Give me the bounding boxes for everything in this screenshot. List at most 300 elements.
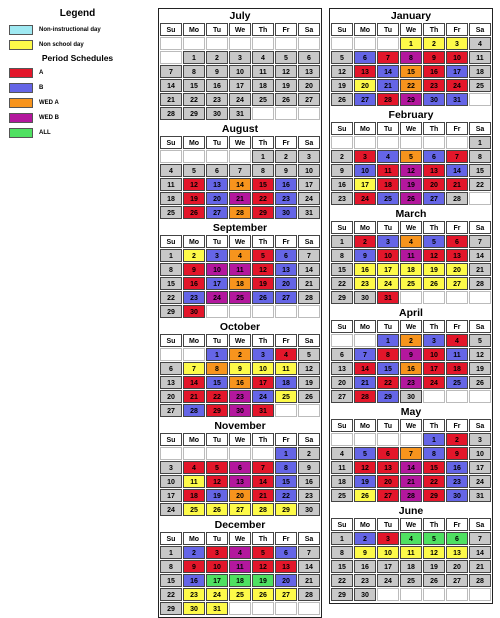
day-cell: 31 bbox=[206, 602, 228, 615]
day-header: Su bbox=[331, 419, 353, 432]
month-july bbox=[159, 9, 321, 120]
empty-cell bbox=[252, 447, 274, 460]
day-cell: 29 bbox=[206, 404, 228, 417]
day-cell: 20 bbox=[160, 390, 182, 403]
day-cell: 6 bbox=[377, 447, 399, 460]
day-cell: 14 bbox=[469, 546, 491, 559]
day-cell: 21 bbox=[354, 376, 376, 389]
day-cell: 11 bbox=[229, 560, 251, 573]
day-cell: 16 bbox=[400, 362, 422, 375]
day-cell: 25 bbox=[331, 489, 353, 502]
empty-cell bbox=[400, 433, 422, 446]
day-header: We bbox=[229, 235, 251, 248]
day-cell: 22 bbox=[423, 475, 445, 488]
day-cell: 19 bbox=[252, 574, 274, 587]
day-cell: 3 bbox=[206, 249, 228, 262]
day-header: Tu bbox=[206, 334, 228, 347]
day-cell: 13 bbox=[229, 475, 251, 488]
month-grid bbox=[331, 221, 492, 304]
day-cell: 8 bbox=[275, 461, 297, 474]
empty-cell bbox=[252, 37, 274, 50]
day-cell: 24 bbox=[469, 475, 491, 488]
day-cell: 18 bbox=[400, 263, 422, 276]
day-header: Sa bbox=[469, 23, 491, 36]
day-cell: 26 bbox=[400, 192, 422, 205]
day-cell: 29 bbox=[377, 390, 399, 403]
day-cell: 9 bbox=[206, 65, 228, 78]
empty-cell bbox=[354, 433, 376, 446]
day-cell: 20 bbox=[446, 263, 468, 276]
empty-cell bbox=[446, 291, 468, 304]
day-header: Th bbox=[252, 23, 274, 36]
month-january bbox=[330, 9, 492, 106]
day-cell: 20 bbox=[423, 178, 445, 191]
day-cell: 12 bbox=[354, 461, 376, 474]
day-cell: 20 bbox=[298, 79, 320, 92]
day-cell: 1 bbox=[331, 532, 353, 545]
day-header: Su bbox=[331, 221, 353, 234]
empty-cell bbox=[183, 150, 205, 163]
day-cell: 21 bbox=[469, 560, 491, 573]
day-header: Su bbox=[160, 334, 182, 347]
empty-cell bbox=[377, 588, 399, 601]
day-cell: 11 bbox=[252, 65, 274, 78]
legend-swatch bbox=[9, 128, 33, 138]
day-cell: 2 bbox=[331, 150, 353, 163]
day-cell: 25 bbox=[252, 93, 274, 106]
day-cell: 30 bbox=[354, 291, 376, 304]
day-cell: 29 bbox=[331, 588, 353, 601]
day-cell: 18 bbox=[252, 79, 274, 92]
day-header: Sa bbox=[298, 433, 320, 446]
day-cell: 20 bbox=[331, 376, 353, 389]
legend-label: A bbox=[39, 69, 44, 76]
day-cell: 12 bbox=[252, 560, 274, 573]
day-header: Mo bbox=[354, 122, 376, 135]
day-cell: 16 bbox=[229, 376, 251, 389]
day-header: Sa bbox=[469, 518, 491, 531]
day-header: We bbox=[229, 532, 251, 545]
day-cell: 20 bbox=[275, 574, 297, 587]
month-march bbox=[330, 207, 492, 304]
legend-item bbox=[5, 96, 150, 109]
day-cell: 9 bbox=[423, 51, 445, 64]
day-cell: 7 bbox=[400, 447, 422, 460]
day-header: Mo bbox=[354, 419, 376, 432]
day-cell: 30 bbox=[206, 107, 228, 120]
day-cell: 27 bbox=[206, 206, 228, 219]
day-header: Mo bbox=[183, 136, 205, 149]
month-february bbox=[330, 108, 492, 205]
day-cell: 12 bbox=[423, 249, 445, 262]
day-header: We bbox=[400, 221, 422, 234]
month-title: February bbox=[388, 109, 434, 121]
day-cell: 12 bbox=[275, 65, 297, 78]
day-header: Th bbox=[423, 320, 445, 333]
day-cell: 2 bbox=[183, 249, 205, 262]
day-cell: 28 bbox=[446, 192, 468, 205]
day-cell: 24 bbox=[252, 390, 274, 403]
day-cell: 4 bbox=[160, 164, 182, 177]
day-header: Su bbox=[160, 532, 182, 545]
day-cell: 2 bbox=[275, 150, 297, 163]
day-cell: 5 bbox=[469, 334, 491, 347]
day-cell: 14 bbox=[298, 560, 320, 573]
day-cell: 29 bbox=[423, 489, 445, 502]
empty-cell bbox=[423, 136, 445, 149]
day-header: Mo bbox=[183, 532, 205, 545]
day-cell: 19 bbox=[331, 79, 353, 92]
day-header: Mo bbox=[183, 334, 205, 347]
empty-cell bbox=[377, 37, 399, 50]
day-cell: 27 bbox=[446, 277, 468, 290]
day-cell: 26 bbox=[331, 93, 353, 106]
day-cell: 21 bbox=[469, 263, 491, 276]
day-cell: 1 bbox=[377, 334, 399, 347]
day-header: Su bbox=[331, 122, 353, 135]
legend-item bbox=[5, 126, 150, 139]
day-cell: 9 bbox=[183, 560, 205, 573]
day-header: Su bbox=[331, 320, 353, 333]
empty-cell bbox=[354, 334, 376, 347]
day-cell: 2 bbox=[423, 37, 445, 50]
day-cell: 7 bbox=[298, 546, 320, 559]
day-cell: 21 bbox=[446, 178, 468, 191]
day-cell: 18 bbox=[446, 362, 468, 375]
day-cell: 2 bbox=[354, 532, 376, 545]
empty-cell bbox=[160, 51, 182, 64]
day-cell: 26 bbox=[252, 291, 274, 304]
day-header: Fr bbox=[446, 320, 468, 333]
month-october bbox=[159, 320, 321, 417]
day-cell: 15 bbox=[400, 65, 422, 78]
day-cell: 15 bbox=[252, 178, 274, 191]
day-cell: 23 bbox=[400, 376, 422, 389]
day-cell: 3 bbox=[160, 461, 182, 474]
day-cell: 24 bbox=[298, 192, 320, 205]
legend-title: Legend bbox=[59, 8, 96, 19]
day-cell: 4 bbox=[229, 249, 251, 262]
day-cell: 14 bbox=[400, 461, 422, 474]
day-cell: 5 bbox=[298, 348, 320, 361]
day-cell: 22 bbox=[206, 390, 228, 403]
day-cell: 7 bbox=[252, 461, 274, 474]
day-cell: 3 bbox=[298, 150, 320, 163]
day-cell: 27 bbox=[160, 404, 182, 417]
day-cell: 15 bbox=[160, 574, 182, 587]
day-header: We bbox=[400, 23, 422, 36]
day-cell: 14 bbox=[160, 79, 182, 92]
empty-cell bbox=[423, 588, 445, 601]
day-cell: 26 bbox=[423, 574, 445, 587]
day-header: Sa bbox=[298, 334, 320, 347]
day-cell: 19 bbox=[206, 489, 228, 502]
day-cell: 5 bbox=[252, 249, 274, 262]
empty-cell bbox=[469, 390, 491, 403]
day-header: Sa bbox=[298, 23, 320, 36]
day-header: Th bbox=[252, 235, 274, 248]
day-cell: 23 bbox=[183, 588, 205, 601]
day-cell: 16 bbox=[331, 178, 353, 191]
day-cell: 4 bbox=[229, 546, 251, 559]
day-cell: 26 bbox=[252, 588, 274, 601]
empty-cell bbox=[423, 390, 445, 403]
day-cell: 25 bbox=[229, 291, 251, 304]
day-header: Tu bbox=[377, 221, 399, 234]
day-cell: 8 bbox=[469, 150, 491, 163]
day-cell: 5 bbox=[252, 546, 274, 559]
day-cell: 25 bbox=[229, 588, 251, 601]
calendar-column-right bbox=[329, 8, 493, 604]
day-cell: 18 bbox=[377, 178, 399, 191]
day-cell: 3 bbox=[469, 433, 491, 446]
day-cell: 21 bbox=[377, 79, 399, 92]
day-cell: 6 bbox=[423, 150, 445, 163]
day-header: We bbox=[400, 320, 422, 333]
month-grid bbox=[331, 122, 492, 205]
month-december bbox=[159, 518, 321, 615]
day-cell: 19 bbox=[275, 79, 297, 92]
month-title: May bbox=[400, 406, 422, 418]
day-cell: 29 bbox=[275, 503, 297, 516]
day-header: We bbox=[400, 122, 422, 135]
day-cell: 15 bbox=[275, 475, 297, 488]
day-cell: 7 bbox=[469, 532, 491, 545]
empty-cell bbox=[331, 433, 353, 446]
day-cell: 10 bbox=[354, 164, 376, 177]
day-header: Th bbox=[423, 23, 445, 36]
day-header: Sa bbox=[469, 320, 491, 333]
day-cell: 8 bbox=[400, 51, 422, 64]
day-cell: 11 bbox=[229, 263, 251, 276]
day-cell: 23 bbox=[229, 390, 251, 403]
day-cell: 3 bbox=[354, 150, 376, 163]
empty-cell bbox=[206, 447, 228, 460]
day-cell: 22 bbox=[331, 574, 353, 587]
day-cell: 12 bbox=[183, 178, 205, 191]
day-cell: 2 bbox=[446, 433, 468, 446]
day-header: Fr bbox=[275, 23, 297, 36]
day-cell: 21 bbox=[183, 390, 205, 403]
day-header: Su bbox=[331, 23, 353, 36]
day-header: Fr bbox=[446, 23, 468, 36]
day-cell: 5 bbox=[400, 150, 422, 163]
day-header: Fr bbox=[275, 334, 297, 347]
month-grid bbox=[331, 419, 492, 502]
day-cell: 14 bbox=[377, 65, 399, 78]
day-header: Su bbox=[160, 136, 182, 149]
day-cell: 17 bbox=[446, 65, 468, 78]
day-header: Tu bbox=[206, 23, 228, 36]
month-april bbox=[330, 306, 492, 403]
empty-cell bbox=[331, 136, 353, 149]
day-cell: 10 bbox=[252, 362, 274, 375]
day-cell: 15 bbox=[423, 461, 445, 474]
empty-cell bbox=[298, 107, 320, 120]
day-header: Mo bbox=[183, 433, 205, 446]
day-cell: 23 bbox=[298, 489, 320, 502]
day-cell: 9 bbox=[275, 164, 297, 177]
day-cell: 5 bbox=[183, 164, 205, 177]
month-grid bbox=[160, 334, 321, 417]
day-cell: 25 bbox=[469, 79, 491, 92]
legend-item bbox=[5, 38, 150, 51]
schedules-title: Period Schedules bbox=[41, 53, 114, 63]
legend-swatch bbox=[9, 83, 33, 93]
day-cell: 26 bbox=[298, 390, 320, 403]
day-cell: 7 bbox=[446, 150, 468, 163]
day-header: Fr bbox=[446, 221, 468, 234]
day-header: Tu bbox=[377, 320, 399, 333]
legend-item bbox=[5, 111, 150, 124]
day-cell: 5 bbox=[354, 447, 376, 460]
day-cell: 21 bbox=[229, 192, 251, 205]
day-cell: 7 bbox=[298, 249, 320, 262]
day-cell: 4 bbox=[400, 235, 422, 248]
day-cell: 2 bbox=[206, 51, 228, 64]
day-cell: 22 bbox=[160, 291, 182, 304]
legend-label: WED A bbox=[39, 99, 59, 106]
day-cell: 21 bbox=[252, 489, 274, 502]
day-cell: 24 bbox=[160, 503, 182, 516]
day-cell: 28 bbox=[377, 93, 399, 106]
day-cell: 25 bbox=[377, 192, 399, 205]
day-cell: 12 bbox=[423, 546, 445, 559]
legend-item bbox=[5, 23, 150, 36]
day-cell: 5 bbox=[275, 51, 297, 64]
day-cell: 26 bbox=[469, 376, 491, 389]
month-june bbox=[330, 504, 492, 601]
day-cell: 17 bbox=[160, 489, 182, 502]
day-cell: 16 bbox=[446, 461, 468, 474]
empty-cell bbox=[183, 348, 205, 361]
day-cell: 18 bbox=[469, 65, 491, 78]
day-cell: 10 bbox=[160, 475, 182, 488]
day-header: Mo bbox=[354, 221, 376, 234]
day-cell: 16 bbox=[354, 560, 376, 573]
legend-label: WED B bbox=[39, 114, 59, 121]
day-cell: 10 bbox=[377, 249, 399, 262]
day-cell: 4 bbox=[469, 37, 491, 50]
day-cell: 23 bbox=[206, 93, 228, 106]
day-cell: 19 bbox=[423, 560, 445, 573]
day-cell: 29 bbox=[160, 602, 182, 615]
day-cell: 5 bbox=[423, 532, 445, 545]
day-cell: 18 bbox=[275, 376, 297, 389]
day-header: Fr bbox=[275, 136, 297, 149]
day-cell: 23 bbox=[354, 277, 376, 290]
day-header: Fr bbox=[446, 122, 468, 135]
calendar-column-left bbox=[158, 8, 322, 618]
day-cell: 31 bbox=[252, 404, 274, 417]
month-title: July bbox=[229, 10, 251, 22]
day-cell: 1 bbox=[160, 546, 182, 559]
day-cell: 24 bbox=[354, 192, 376, 205]
day-header: Tu bbox=[206, 136, 228, 149]
day-cell: 24 bbox=[446, 79, 468, 92]
day-cell: 30 bbox=[446, 489, 468, 502]
day-cell: 4 bbox=[275, 348, 297, 361]
day-cell: 8 bbox=[331, 546, 353, 559]
day-cell: 19 bbox=[469, 362, 491, 375]
day-cell: 18 bbox=[331, 475, 353, 488]
day-cell: 23 bbox=[446, 475, 468, 488]
day-header: Mo bbox=[354, 23, 376, 36]
day-cell: 10 bbox=[469, 447, 491, 460]
day-cell: 6 bbox=[229, 461, 251, 474]
day-header: We bbox=[229, 23, 251, 36]
day-cell: 9 bbox=[229, 362, 251, 375]
day-cell: 2 bbox=[298, 447, 320, 460]
legend-swatch bbox=[9, 68, 33, 78]
day-header: Th bbox=[423, 122, 445, 135]
day-cell: 28 bbox=[469, 574, 491, 587]
day-header: Fr bbox=[275, 235, 297, 248]
day-cell: 14 bbox=[469, 249, 491, 262]
legend-item bbox=[5, 81, 150, 94]
day-cell: 27 bbox=[298, 93, 320, 106]
day-cell: 22 bbox=[183, 93, 205, 106]
day-cell: 6 bbox=[331, 348, 353, 361]
day-cell: 10 bbox=[446, 51, 468, 64]
day-cell: 27 bbox=[354, 93, 376, 106]
day-cell: 31 bbox=[446, 93, 468, 106]
day-cell: 6 bbox=[160, 362, 182, 375]
day-header: Tu bbox=[377, 518, 399, 531]
day-header: We bbox=[229, 334, 251, 347]
day-cell: 4 bbox=[446, 334, 468, 347]
empty-cell bbox=[183, 37, 205, 50]
day-cell: 10 bbox=[229, 65, 251, 78]
day-cell: 19 bbox=[252, 277, 274, 290]
day-cell: 7 bbox=[354, 348, 376, 361]
day-cell: 6 bbox=[206, 164, 228, 177]
day-header: Tu bbox=[377, 419, 399, 432]
day-cell: 23 bbox=[354, 574, 376, 587]
day-cell: 16 bbox=[298, 475, 320, 488]
empty-cell bbox=[377, 433, 399, 446]
day-cell: 6 bbox=[275, 249, 297, 262]
day-header: We bbox=[229, 136, 251, 149]
day-cell: 14 bbox=[298, 263, 320, 276]
day-cell: 19 bbox=[423, 263, 445, 276]
day-cell: 25 bbox=[400, 574, 422, 587]
day-cell: 19 bbox=[183, 192, 205, 205]
month-august bbox=[159, 122, 321, 219]
day-cell: 28 bbox=[229, 206, 251, 219]
day-cell: 21 bbox=[160, 93, 182, 106]
day-cell: 15 bbox=[331, 560, 353, 573]
day-cell: 24 bbox=[377, 574, 399, 587]
day-cell: 30 bbox=[229, 404, 251, 417]
day-cell: 24 bbox=[377, 277, 399, 290]
day-cell: 28 bbox=[298, 588, 320, 601]
day-cell: 2 bbox=[400, 334, 422, 347]
day-cell: 1 bbox=[423, 433, 445, 446]
day-cell: 30 bbox=[354, 588, 376, 601]
day-cell: 8 bbox=[183, 65, 205, 78]
day-cell: 7 bbox=[229, 164, 251, 177]
day-cell: 30 bbox=[400, 390, 422, 403]
empty-cell bbox=[446, 136, 468, 149]
day-cell: 29 bbox=[331, 291, 353, 304]
month-november bbox=[159, 419, 321, 516]
day-cell: 25 bbox=[275, 390, 297, 403]
day-cell: 27 bbox=[446, 574, 468, 587]
day-header: Su bbox=[160, 23, 182, 36]
empty-cell bbox=[229, 37, 251, 50]
day-cell: 9 bbox=[354, 546, 376, 559]
